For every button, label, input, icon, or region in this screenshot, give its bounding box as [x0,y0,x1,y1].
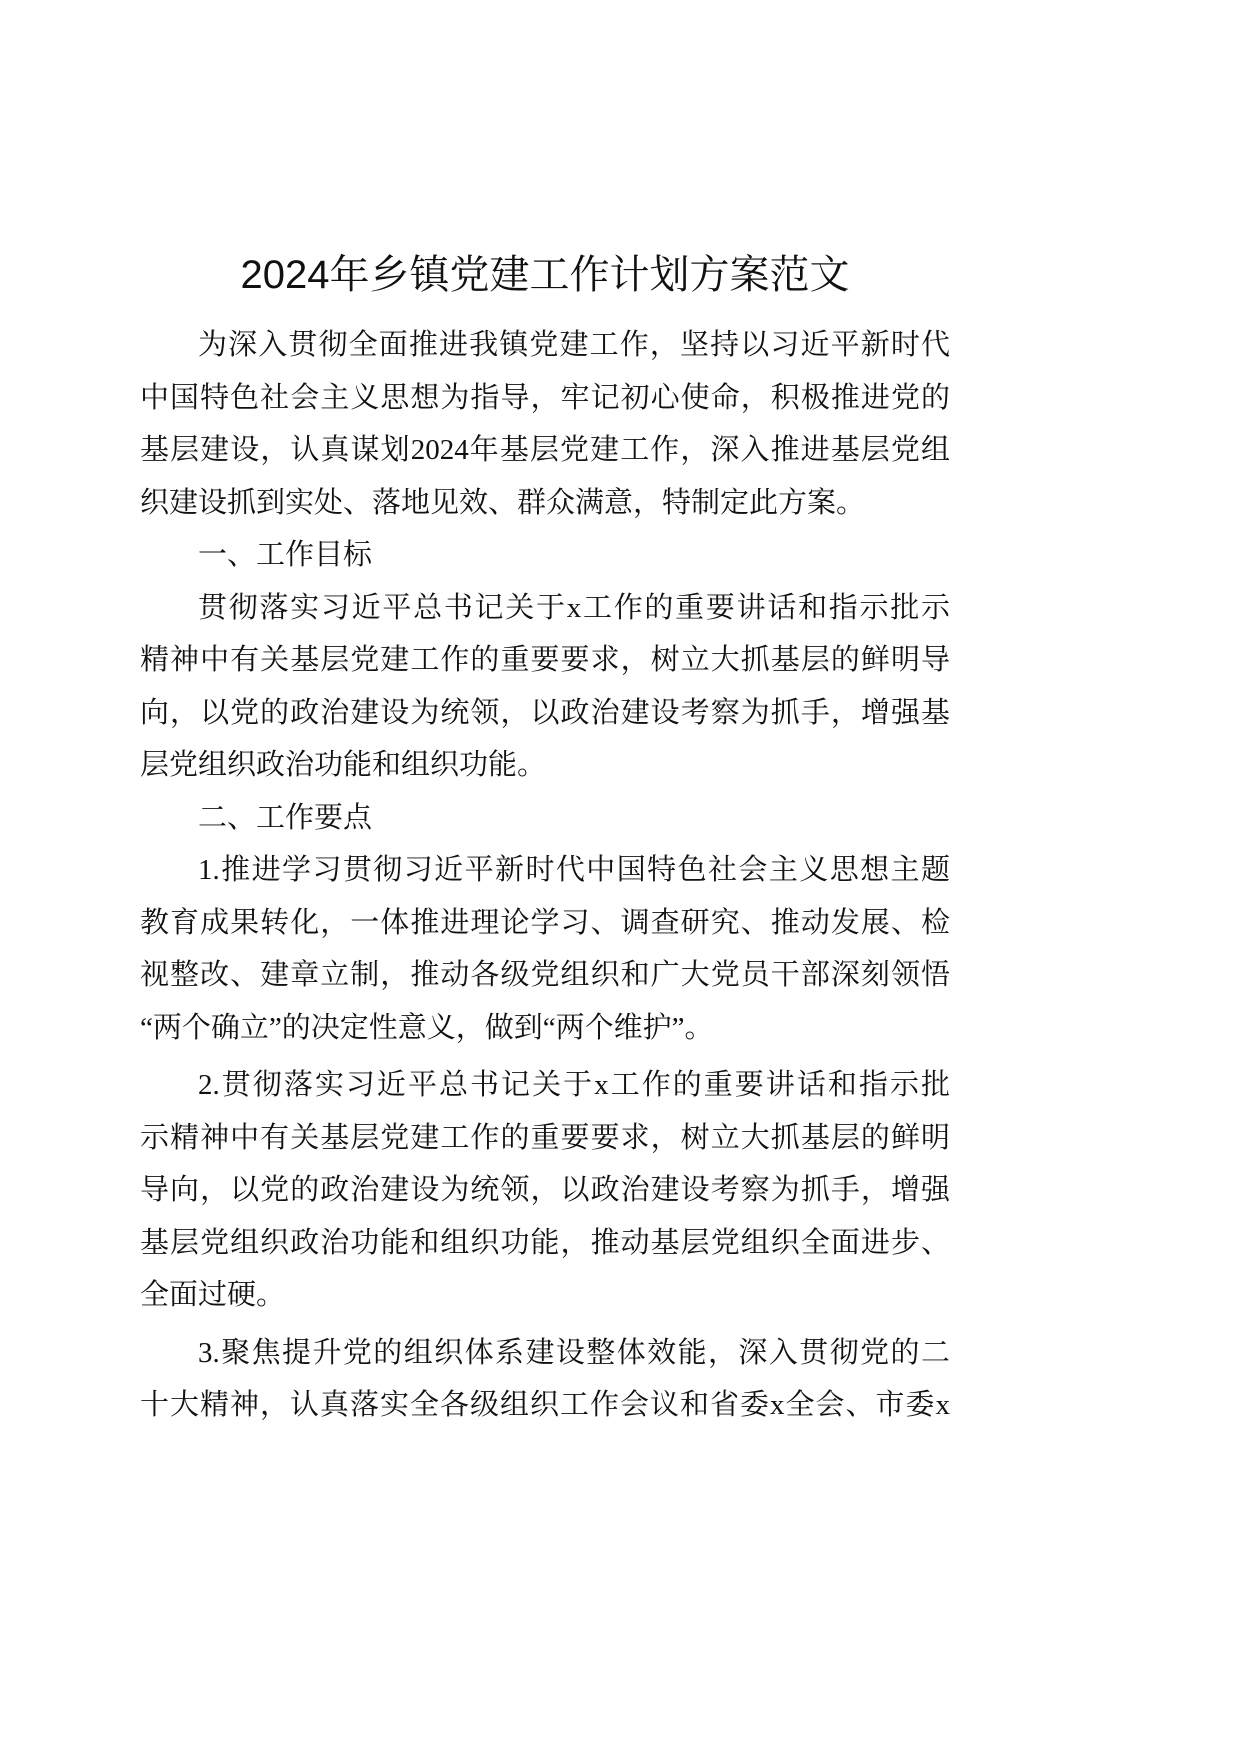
document-title: 2024年乡镇党建工作计划方案范文 [240,253,850,297]
key-point-item-2 [140,1059,950,1322]
key-point-line: 教育成果转化，一体推进理论学习、调查研究、推动发展、检 [140,906,950,939]
intro-line: 基层建设，认真谋划2024年基层党建工作，深入推进基层党组 [140,434,950,466]
key-point-item-1 [140,844,950,1054]
key-point-line: 2.贯彻落实习近平总书记关于x工作的重要讲话和指示批 [198,1069,950,1101]
key-point-line: 示精神中有关基层党建工作的重要要求，树立大抓基层的鲜明 [140,1121,950,1154]
key-point-line: 全面过硬。 [140,1279,286,1311]
intro-line: 中国特色社会主义思想为指导，牢记初心使命，积极推进党的 [140,381,950,414]
key-point-line: 视整改、建章立制，推动各级党组织和广大党员干部深刻领悟 [140,959,950,991]
key-point-line: 基层党组织政治功能和组织功能，推动基层党组织全面进步、 [140,1226,950,1259]
key-point-item-3 [140,1327,950,1432]
section-heading-key-points: 二、工作要点 [198,801,373,834]
document-body [140,319,950,1432]
goals-line: 层党组织政治功能和组织功能。 [140,749,547,781]
section-heading-goals: 一、工作目标 [198,539,373,571]
key-point-line: 3.聚焦提升党的组织体系建设整体效能，深入贯彻党的二 [198,1336,950,1369]
goals-line: 贯彻落实习近平总书记关于x工作的重要讲话和指示批示 [198,591,950,624]
intro-line: 为深入贯彻全面推进我镇党建工作，坚持以习近平新时代 [198,329,950,361]
key-point-line: 1.推进学习贯彻习近平新时代中国特色社会主义思想主题 [198,854,950,886]
goals-paragraph [140,582,950,792]
key-point-line: “两个确立”的决定性意义，做到“两个维护”。 [140,1011,714,1044]
goals-line: 向，以党的政治建设为统领，以政治建设考察为抓手，增强基 [140,696,950,729]
intro-line: 织建设抓到实处、落地见效、群众满意，特制定此方案。 [140,486,866,519]
key-point-line: 十大精神，认真落实全各级组织工作会议和省委x全会、市委x [140,1389,950,1421]
intro-paragraph [140,319,950,529]
goals-line: 精神中有关基层党建工作的重要要求，树立大抓基层的鲜明导 [140,644,950,676]
key-point-line: 导向，以党的政治建设为统领，以政治建设考察为抓手，增强 [140,1174,950,1206]
